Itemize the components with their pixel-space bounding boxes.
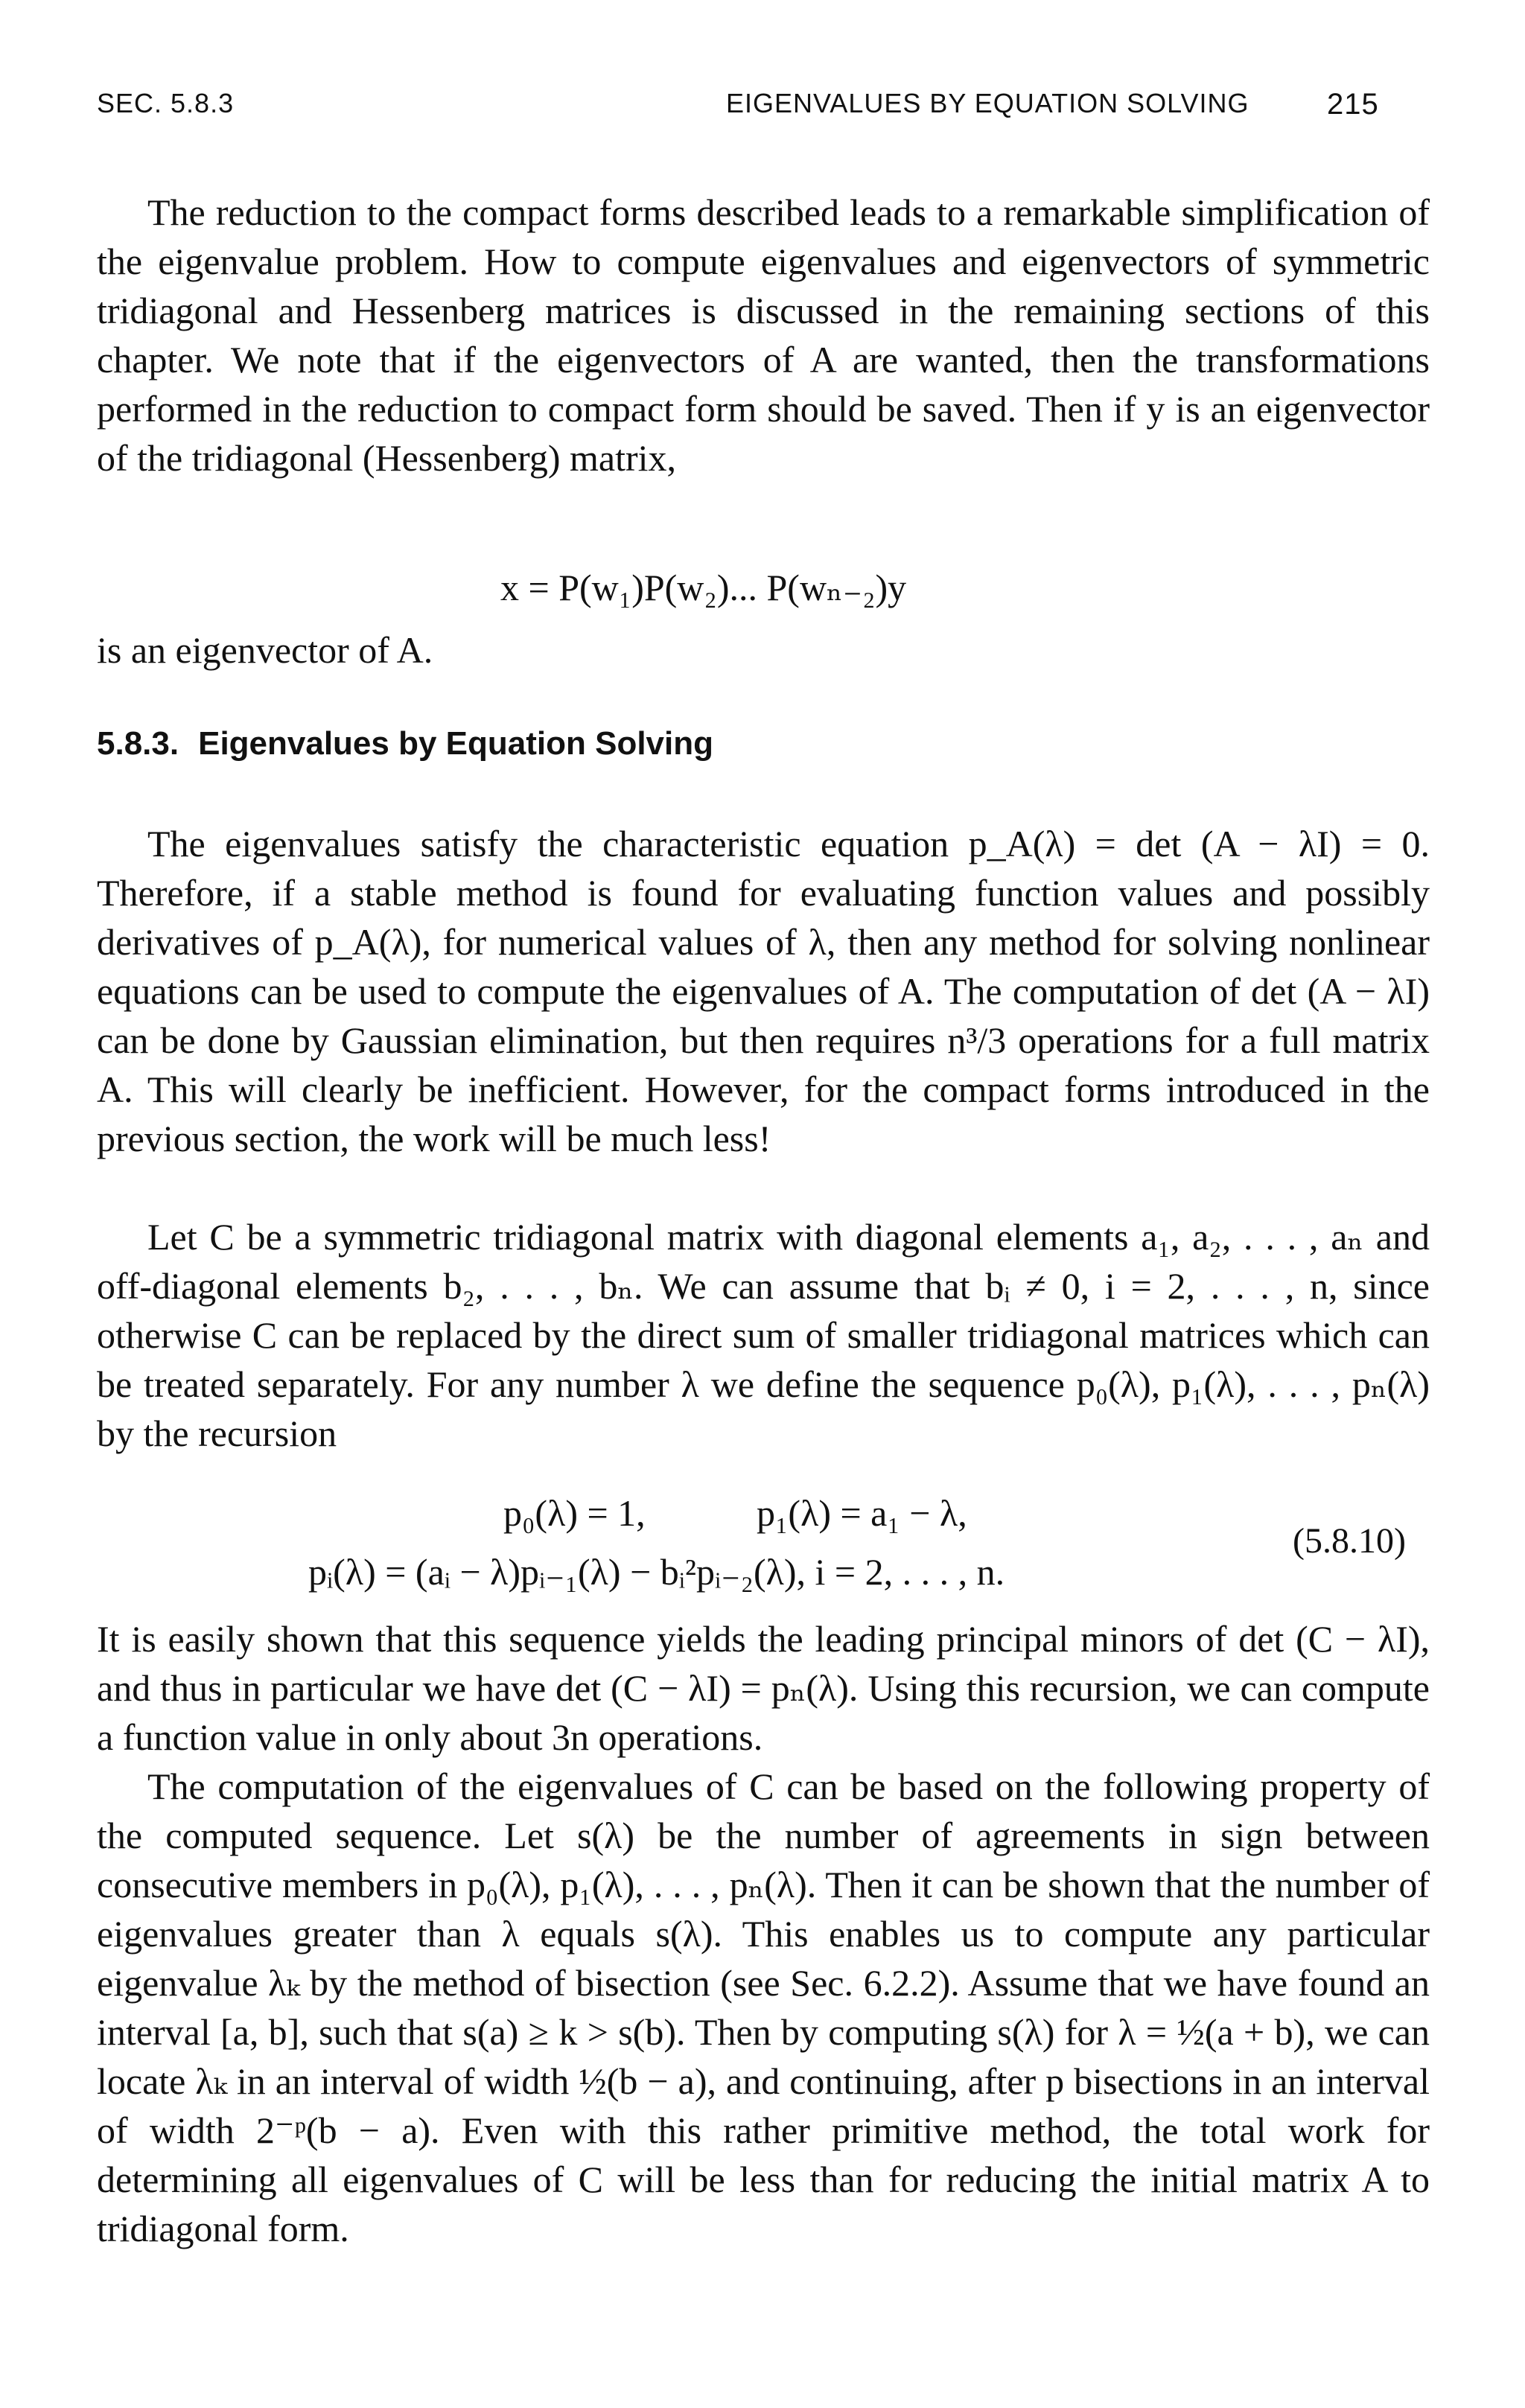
paragraph-tridiagonal-matrix: Let C be a symmetric tridiagonal matrix with diagonal elements a₁, a₂, . . . , aₙ and off-diagonal elements b₂, . . . , bₙ. We can assume that bᵢ ≠ 0, i = 2, . . . , n, since otherwise C can be replaced by the direct sum of smaller tridiagonal matrices which can be treated separately. For any number λ we define the sequence p₀(λ), p₁(λ), . . . , pₙ(λ) by the recursion	[97, 1216, 1430, 1454]
header-section-ref: SEC. 5.8.3	[97, 88, 235, 118]
section-number: 5.8.3.	[97, 725, 179, 762]
recursion-pi: pᵢ(λ) = (aᵢ − λ)pᵢ₋₁(λ) − bᵢ²pᵢ₋₂(λ), i = 2, . . . , n.	[308, 1551, 1005, 1593]
page-number: 215	[1327, 88, 1379, 121]
recursion-p0: p₀(λ) = 1,	[503, 1492, 646, 1534]
section-heading	[97, 725, 733, 762]
recursion-p1: p₁(λ) = a₁ − λ,	[757, 1492, 967, 1534]
paragraph-is-eigenvector: is an eigenvector of A.	[97, 629, 433, 671]
header-running-title: EIGENVALUES BY EQUATION SOLVING	[726, 88, 1249, 118]
paragraph-leading-minors: It is easily shown that this sequence yields the leading principal minors of det (C − λI), and thus in particular we have det (C − λI) = pₙ(λ). Using this recursion, we can compute a function value in only about 3n operations.	[97, 1618, 1430, 1758]
paragraph-reduction: The reduction to the compact forms described leads to a remarkable simplification of the eigenvalue problem. How to compute eigenvalues and eigenvectors of symmetric tridiagonal and Hessenberg matrices is discussed in the remaining sections of this chapter. We note that if the eigenvectors of A are wanted, then the transformations performed in the reduction to compact form should be saved. Then if y is an eigenvector of the tridiagonal (Hessenberg) matrix,	[97, 191, 1430, 479]
section-title: Eigenvalues by Equation Solving	[198, 725, 713, 762]
paragraph-characteristic-equation: The eigenvalues satisfy the characteristic equation p_A(λ) = det (A − λI) = 0. Therefore, if a stable method is found for evaluating function values and possibly derivatives of p_A(λ), for numerical values of λ, then any method for solving nonlinear equations can be used to compute the eigenvalues of A. The computation of det (A − λI) can be done by Gaussian elimination, but then requires n³/3 operations for a full matrix A. This will clearly be inefficient. However, for the compact forms introduced in the previous section, the work will be much less!	[97, 823, 1430, 1159]
paragraph-bisection: The computation of the eigenvalues of C can be based on the following property of the computed sequence. Let s(λ) be the number of agreements in sign between consecutive members in p₀(λ), p₁(λ), . . . , pₙ(λ). Then it can be shown that the number of eigenvalues greater than λ equals s(λ). This enables us to compute any particular eigenvalue λₖ by the method of bisection (see Sec. 6.2.2). Assume that we have found an interval [a, b], such that s(a) ≥ k > s(b). Then by computing s(λ) for λ = ½(a + b), we can locate λₖ in an interval of width ½(b − a), and continuing, after p bisections in an interval of width 2⁻ᵖ(b − a). Even with this rather primitive method, the total work for determining all eigenvalues of C will be less than for reducing the initial matrix A to tridiagonal form.	[97, 1765, 1430, 2249]
equation-eigenvector-x: x = P(w₁)P(w₂)... P(wₙ₋₂)y	[500, 567, 907, 608]
equation-number: (5.8.10)	[1293, 1521, 1406, 1561]
